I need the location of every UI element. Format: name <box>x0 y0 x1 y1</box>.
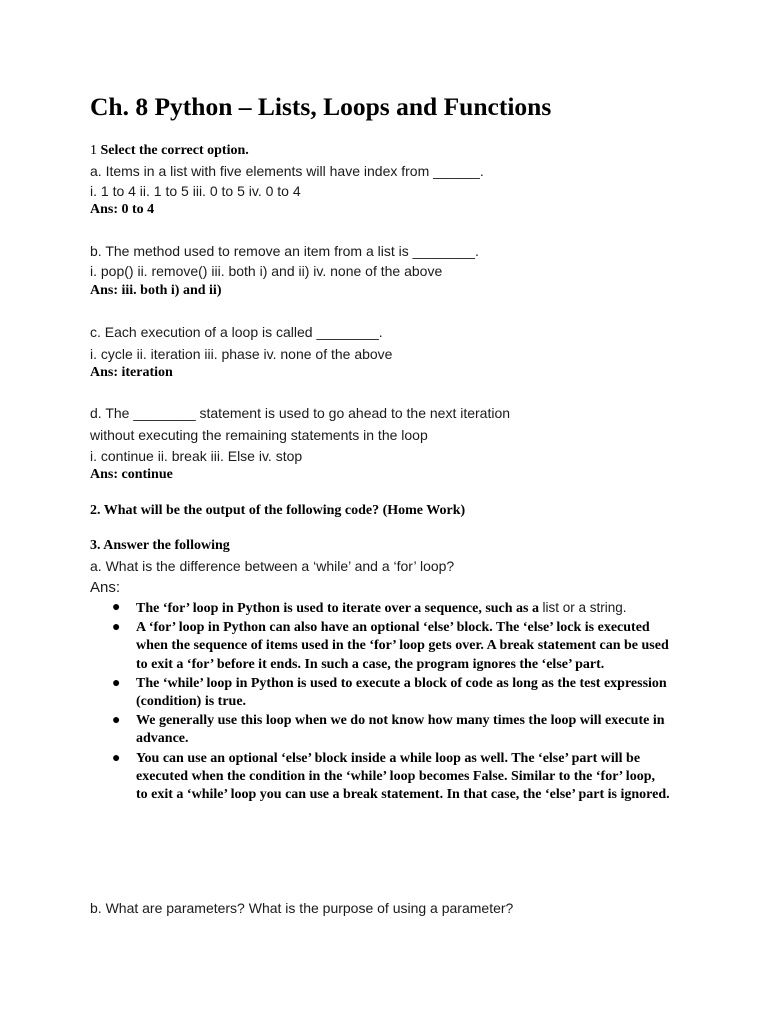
list-item-text-bold: We generally use this loop when we do not know how many times the loop will execute in advance. <box>136 713 665 747</box>
bullet-icon: ● <box>112 750 121 766</box>
list-item-text-bold: You can use an optional ‘else’ block inside a while loop as well. The ‘else’ part will be executed when the condition in the ‘while’ loop becomes False. Similar to the ‘for’ loop, to exit a ‘while’ loop you can use a break statement. In that case, the ‘else’ part is ignored. <box>136 750 670 803</box>
q1a-question: a. Items in a list with five elements will have index from ______. <box>90 163 484 179</box>
bullet-icon: ● <box>112 713 121 729</box>
list-item-text-bold: The ‘while’ loop in Python is used to execute a block of code as long as the test expression (condition) is true. <box>136 675 667 710</box>
q1-heading-text: Select the correct option. <box>97 143 249 158</box>
list-item <box>110 712 670 748</box>
q3a-question: a. What is the difference between a ‘while’ and a ‘for’ loop? <box>90 558 455 574</box>
q1a-options: i. 1 to 4 ii. 1 to 5 iii. 0 to 5 iv. 0 to 4 <box>90 183 301 199</box>
q2-heading: 2. What will be the output of the following code? (Home Work) <box>90 503 466 518</box>
q3-heading: 3. Answer the following <box>90 538 230 553</box>
bullet-icon: ● <box>112 600 121 615</box>
list-item-text-bold: A ‘for’ loop in Python can also have an optional ‘else’ block. The ‘else’ lock is executed when the sequence of items used in the ‘for’ loop gets over. A break statement can be used to exit a ‘for’ before it ends. In such a case, the program ignores the ‘else’ part. <box>136 620 669 672</box>
q1d-question-line-2: without executing the remaining statements in the loop <box>90 427 428 443</box>
q3b-question: b. What are parameters? What is the purpose of using a parameter? <box>90 900 514 916</box>
q1c-answer: Ans: iteration <box>90 365 173 380</box>
list-item <box>110 619 670 674</box>
list-item <box>110 599 670 618</box>
q1d-question-line-1: d. The ________ statement is used to go ahead to the next iteration <box>90 405 511 421</box>
q3a-ans-label: Ans: <box>90 579 121 596</box>
q1c-question: c. Each execution of a loop is called ________. <box>90 324 383 340</box>
list-item <box>110 750 670 805</box>
q1-heading <box>90 143 249 159</box>
q1d-options: i. continue ii. break iii. Else iv. stop <box>90 448 303 464</box>
list-item-text-plain: list or a string. <box>542 600 627 615</box>
q1-heading-number: 1 <box>90 143 97 158</box>
q1b-answer: Ans: iii. both i) and ii) <box>90 283 222 298</box>
q1a-answer: Ans: 0 to 4 <box>90 202 155 217</box>
q3a-answer-list <box>110 599 670 805</box>
q1d-answer: Ans: continue <box>90 467 173 482</box>
list-item-text-bold: The ‘for’ loop in Python is used to iterate over a sequence, such as a <box>136 601 543 616</box>
q1b-options: i. pop() ii. remove() iii. both i) and ii) iv. none of the above <box>90 263 443 279</box>
q1c-options: i. cycle ii. iteration iii. phase iv. none of the above <box>90 346 393 362</box>
q1b-question: b. The method used to remove an item from a list is ________. <box>90 243 479 259</box>
page-title: Ch. 8 Python – Lists, Loops and Functions <box>90 92 552 121</box>
bullet-icon: ● <box>112 675 121 691</box>
bullet-icon: ● <box>112 620 121 636</box>
list-item <box>110 675 670 711</box>
